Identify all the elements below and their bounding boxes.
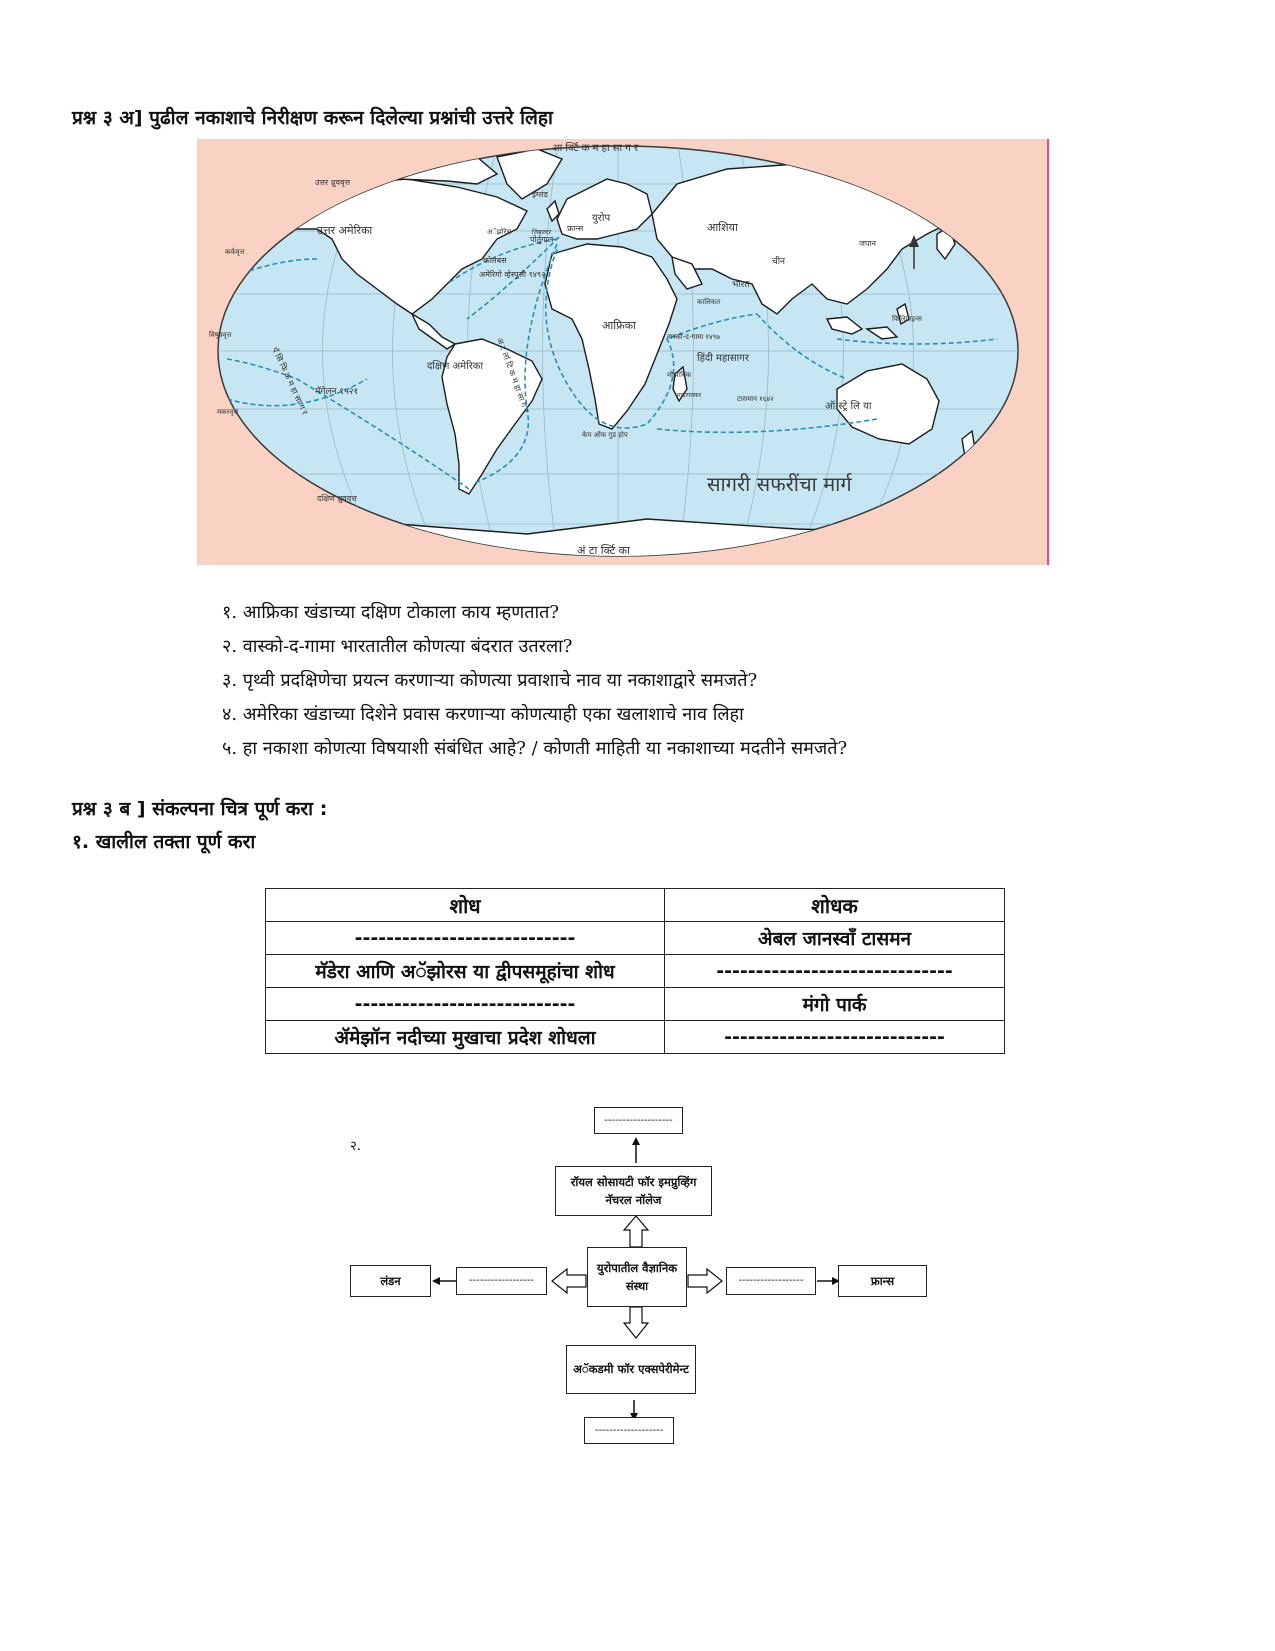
- map-label-pacific: पॅ सि फि क म हा सा ग र: [270, 346, 310, 417]
- map-label-mozambique: मोझांबिक: [667, 371, 692, 379]
- map-label-south-polar: दक्षिण ध्रुववृत्त: [317, 494, 357, 503]
- map-label-tropic-cancer: कर्कवृत्त: [225, 248, 245, 256]
- diagram-right-blank: ------------------: [726, 1267, 816, 1295]
- diagram-left-blank: ------------------: [456, 1267, 547, 1295]
- section-a-heading: प्रश्न ३ अ] पुढील नकाशाचे निरीक्षण करून दिलेल्या प्रश्नांची उत्तरे लिहा: [72, 107, 553, 129]
- map-label-england: इंग्लंड: [532, 190, 548, 199]
- map-label-tasman: टासमान १६४२: [737, 395, 774, 403]
- question-2: २. वास्को-द-गामा भारतातील कोणत्या बंदरात उतरला?: [222, 636, 573, 657]
- map-label-atlantic: अ ट लां टि क म हा सा ग र: [495, 336, 531, 415]
- table-header-discovery: शोध: [266, 889, 665, 922]
- map-label-portugal: पोर्तुगाल: [530, 235, 554, 244]
- map-label-france: फ्रान्स: [567, 224, 584, 233]
- diagram-london-box: लंडन: [350, 1265, 431, 1297]
- map-label-asia: आशिया: [707, 221, 738, 234]
- map-label-magellan: मॅगेलन १५२१: [315, 387, 359, 397]
- question-3: ३. पृथ्वी प्रदक्षिणेचा प्रयत्न करणाऱ्या कोणत्या प्रवाशाचे नाव या नकाशाद्वारे समजते?: [222, 670, 758, 691]
- map-label-gibraltar: जिब्राल्टर: [532, 229, 552, 236]
- map-label-cape: केप ऑफ गुड होप: [582, 431, 628, 439]
- table-cell: ----------------------------: [266, 922, 665, 955]
- section-b-subheading: १. खालील तक्ता पूर्ण करा: [72, 831, 256, 853]
- map-label-south-america: दक्षिण अमेरिका: [427, 361, 484, 372]
- map-label-equator: विषुववृत्त: [209, 331, 232, 339]
- table-cell: मॅडेरा आणि अॅझोरस या द्वीपसमूहांचा शोध: [266, 955, 665, 988]
- diagram-academy-box: अॅकडमी फॉर एक्सपेरीमेन्ट: [566, 1345, 696, 1394]
- map-label-amerigo: अमेरिगो व्हेस्पुसी १४९२: [479, 270, 546, 279]
- diagram-royal-society-box: रॉयल सोसायटी फॉर इमप्रुव्हिंग नॅचरल नॉलेज: [555, 1166, 712, 1216]
- section-b-heading: प्रश्न ३ ब ] संकल्पना चित्र पूर्ण करा :: [72, 798, 328, 820]
- map-label-madagascar: मादागास्कर: [677, 392, 702, 399]
- map-label-antarctica: अं टा र्क्टि का: [577, 544, 630, 557]
- map-label-vasco: वास्को-द-गामा १४९७: [667, 333, 720, 341]
- question-4: ४. अमेरिका खंडाच्या दिशेने प्रवास करणाऱ्या कोणत्याही एका खलाशाचे नाव लिहा: [222, 704, 744, 725]
- diagram-center-box: युरोपातील वैज्ञानिक संस्था: [587, 1247, 687, 1307]
- table-cell: ॲमेझॉन नदीच्या मुखाचा प्रदेश शोधला: [266, 1021, 665, 1054]
- map-label-north-polar: उत्तर ध्रुववृत्त: [315, 178, 351, 187]
- diagram-bottom-blank: -------------------: [584, 1417, 674, 1444]
- map-label-australia: ऑ स्ट्रे लि या: [825, 401, 872, 412]
- map-label-india: भारत: [732, 280, 750, 290]
- question-5: ५. हा नकाशा कोणत्या विषयाशी संबंधित आहे? / कोणती माहिती या नकाशाच्या मदतीने समजते?: [222, 738, 848, 759]
- map-label-north-america: उत्तर अमेरिका: [317, 224, 373, 237]
- map-label-indian-ocean: हिंदी महासागर: [697, 353, 749, 364]
- map-label-europe: युरोप: [592, 213, 611, 224]
- table-header-discoverer: शोधक: [665, 889, 1005, 922]
- table-cell: ------------------------------: [665, 955, 1005, 988]
- table-cell: अेबल जानस्वाँ टासमन: [665, 922, 1005, 955]
- question-1: १. आफ्रिका खंडाच्या दक्षिण टोकाला काय म्हणतात?: [222, 602, 560, 623]
- table-cell: मंगो पार्क: [665, 988, 1005, 1021]
- table-cell: ----------------------------: [665, 1021, 1005, 1054]
- map-title: सागरी सफरींचा मार्ग: [707, 472, 852, 496]
- map-label-tropic-capricorn: मकरवृत्त: [217, 408, 239, 416]
- map-label-philippines: फिलिपाइन्स: [892, 315, 922, 323]
- map-label-japan: जपान: [859, 239, 876, 248]
- diagram-number: २.: [350, 1139, 361, 1154]
- map-label-columbus: कोलंबस: [483, 256, 507, 265]
- map-label-africa: आफ्रिका: [602, 319, 636, 332]
- diagram-top-blank: -------------------: [594, 1107, 683, 1134]
- map-label-azores: अॅझोरेस: [487, 228, 512, 236]
- map-label-calicut: कालिकत: [697, 298, 721, 306]
- diagram-france-box: फ्रान्स: [838, 1265, 927, 1297]
- table-cell: ----------------------------: [266, 988, 665, 1021]
- map-label-china: चीन: [772, 257, 786, 267]
- map-label-arctic: आ र्क्टि क म हा सा ग र: [552, 143, 639, 154]
